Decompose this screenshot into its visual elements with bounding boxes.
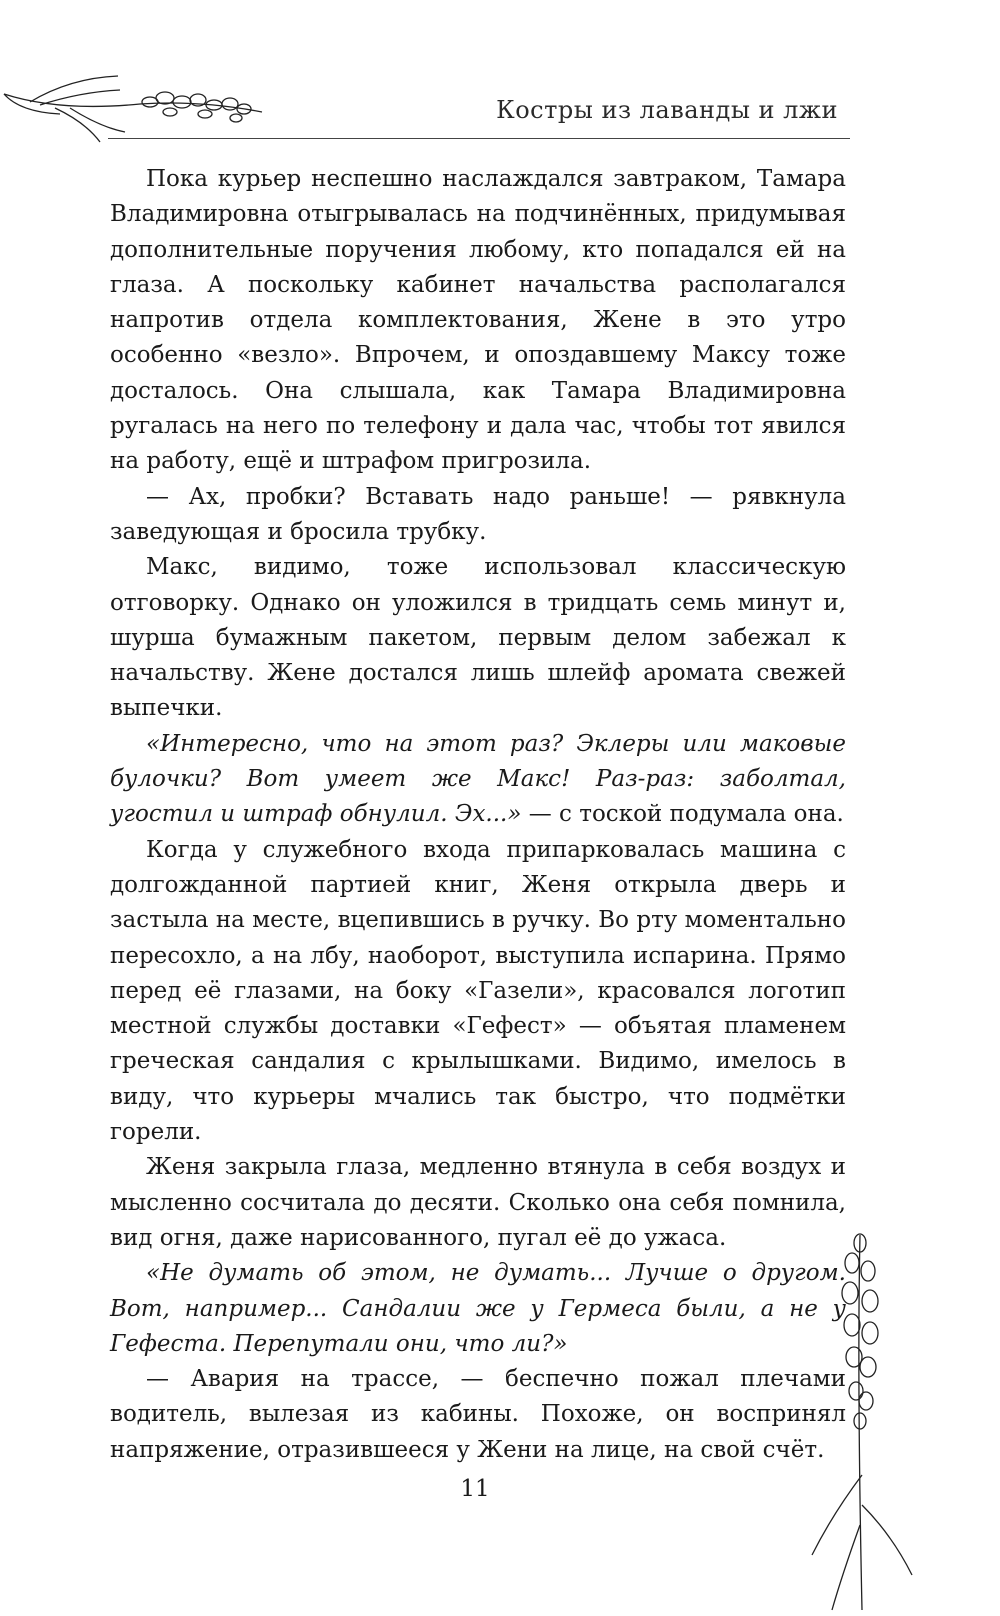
paragraph: — Ах, пробки? Вставать надо раньше! — рявкнула заведующая и бросила трубку. <box>110 483 846 545</box>
page-number: 11 <box>460 1476 490 1502</box>
paragraph: Женя закрыла глаза, медленно втянула в себя воздух и мысленно сосчитала до десяти. Сколько она себя помнила, вид огня, даже нарисованного, пугал её до ужаса. <box>110 1154 846 1251</box>
paragraph: Макс, видимо, тоже использовал классическую отговорку. Однако он уложился в тридцать семь минут и, шурша бумажным пакетом, первым делом забежал к начальству. Жене достался лишь шлейф аромата свежей выпечки. <box>110 554 846 722</box>
running-header-title: Костры из лаванды и лжи <box>496 96 838 124</box>
paragraph: Пока курьер неспешно наслаждался завтраком, Тамара Владимировна отыгрывалась на подчинённых, придумывая дополнительные поручения любому, кто попадался ей на глаза. А поскольку кабинет начальства располагался напротив отдела комплектования, Жене в это утро особенно «везло». Впрочем, и опоздавшему Максу тоже досталось. Она слышала, как Тамара Владимировна ругалась на него по телефону и дала час, чтобы тот явился на работу, ещё и штрафом пригрозила. <box>110 166 846 475</box>
paragraph: Когда у служебного входа припарковалась машина с долгожданной партией книг, Женя открыла дверь и застыла на месте, вцепившись в ручку. Во рту моментально пересохло, а на лбу, наоборот, выступила испарина. Прямо перед её глазами, на боку «Газели», красовался логотип местной службы доставки «Гефест» — объятая пламенем греческая сандалия с крылышками. Видимо, имелось в виду, что курьеры мчались так быстро, что подмётки горели. <box>110 836 846 1146</box>
paragraph-tail: — с тоской подумала она. <box>521 801 844 828</box>
italic-thought: «Интересно, что на этот раз? Эклеры или маковые булочки? Вот умеет же Макс! Раз-раз: заболтал, угостил и штраф обнулил. Эх...» <box>110 730 846 828</box>
header-divider <box>108 138 850 139</box>
paragraph: — Авария на трассе, — беспечно пожал плечами водитель, вылезая из кабины. Похоже, он воспринял напряжение, отразившееся у Жени на лице, на свой счёт. <box>110 1366 846 1463</box>
lavender-stem-icon <box>802 1215 922 1615</box>
paragraph-italic: «Не думать об этом, не думать... Лучше о другом. Вот, например... Сандалии же у Гермеса были, а не у Гефеста. Перепутали они, что ли?» <box>110 1260 846 1357</box>
lavender-sprig-icon <box>0 72 270 162</box>
body-text <box>110 162 846 1468</box>
paragraph-quote <box>110 727 846 833</box>
